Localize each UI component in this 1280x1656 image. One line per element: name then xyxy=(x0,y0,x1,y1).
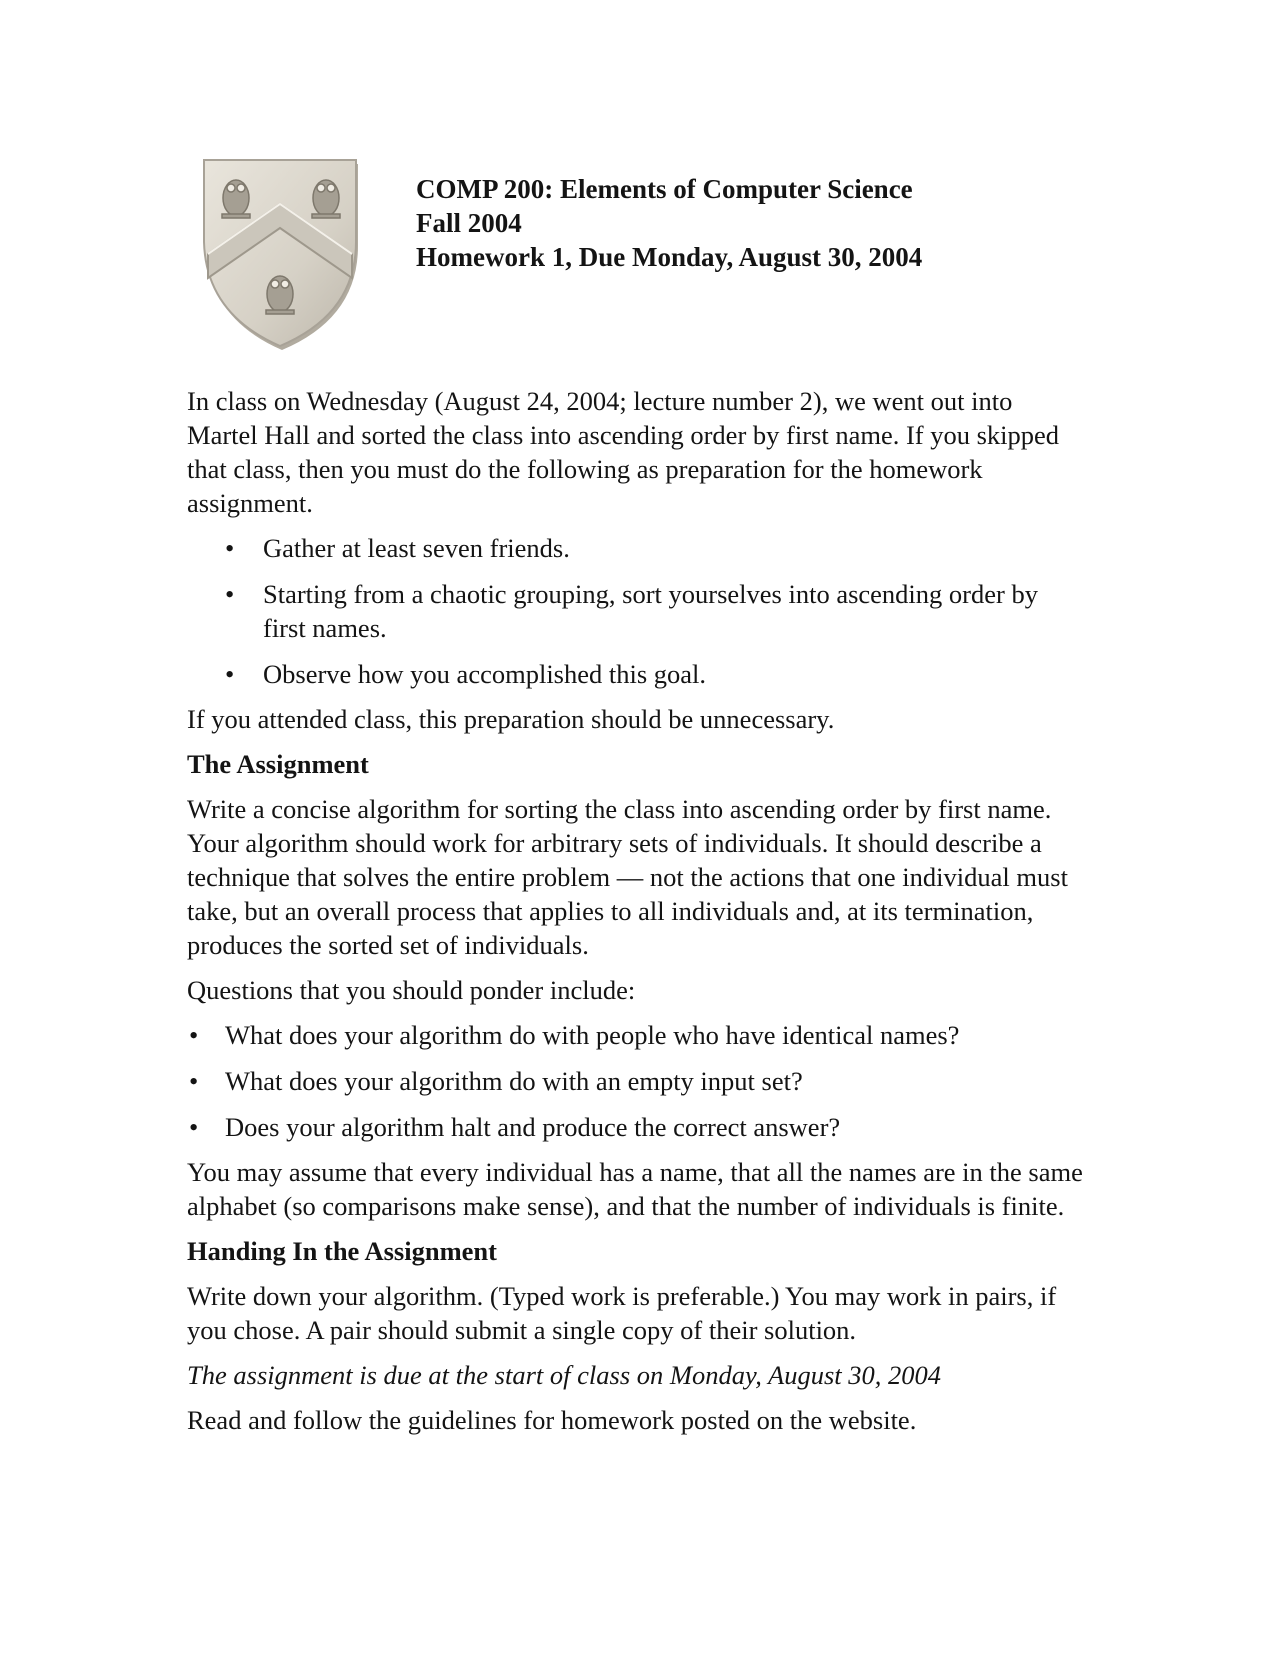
questions-list xyxy=(187,1018,1087,1144)
list-item: • Does your algorithm halt and produce the correct answer? xyxy=(189,1112,841,1142)
course-title: COMP 200: Elements of Computer Science xyxy=(416,174,913,204)
university-shield-logo xyxy=(200,158,368,354)
homework-title: Homework 1, Due Monday, August 30, 2004 xyxy=(416,242,923,272)
document-body xyxy=(187,384,1087,1437)
handin-heading: Handing In the Assignment xyxy=(187,1236,497,1266)
assignment-paragraph: Write a concise algorithm for sorting the class into ascending order by first name. Your algorithm should work for arbitrary sets of individuals. It should describe a technique that solves the entire problem — not the actions that one individual must take, but an overall process that applies to all individuals and, at its termination, produces the sorted set of individuals. xyxy=(187,794,1068,960)
assignment-heading: The Assignment xyxy=(187,749,369,779)
handin-paragraph: Write down your algorithm. (Typed work is preferable.) You may work in pairs, if you chose. A pair should submit a single copy of their solution. xyxy=(187,1281,1057,1345)
bullet-icon: • xyxy=(225,579,235,609)
document-header xyxy=(416,172,922,274)
due-date-note: The assignment is due at the start of class on Monday, August 30, 2004 xyxy=(187,1360,942,1390)
bullet-icon: • xyxy=(189,1066,199,1096)
list-item: • Observe how you accomplished this goal. xyxy=(225,659,707,689)
list-item: • Starting from a chaotic grouping, sort yourselves into ascending order by first names. xyxy=(225,579,1038,643)
preparation-note: If you attended class, this preparation should be unnecessary. xyxy=(187,704,835,734)
bullet-icon: • xyxy=(189,1020,199,1050)
preparation-list xyxy=(187,531,1087,691)
bullet-icon: • xyxy=(225,659,235,689)
intro-paragraph: In class on Wednesday (August 24, 2004; lecture number 2), we went out into Martel Hall and sorted the class into ascending order by first name. If you skipped that class, then you must do the following as preparation for the homework assignment. xyxy=(187,386,1060,518)
list-item: • Gather at least seven friends. xyxy=(225,533,570,563)
list-item: • What does your algorithm do with people who have identical names? xyxy=(189,1020,960,1050)
bullet-icon: • xyxy=(225,533,235,563)
guidelines-note: Read and follow the guidelines for homework posted on the website. xyxy=(187,1405,917,1435)
assumptions-paragraph: You may assume that every individual has a name, that all the names are in the same alphabet (so comparisons make sense), and that the number of individuals is finite. xyxy=(187,1157,1083,1221)
bullet-icon: • xyxy=(189,1112,199,1142)
term: Fall 2004 xyxy=(416,208,522,238)
list-item: • What does your algorithm do with an empty input set? xyxy=(189,1066,803,1096)
questions-intro: Questions that you should ponder include: xyxy=(187,975,636,1005)
